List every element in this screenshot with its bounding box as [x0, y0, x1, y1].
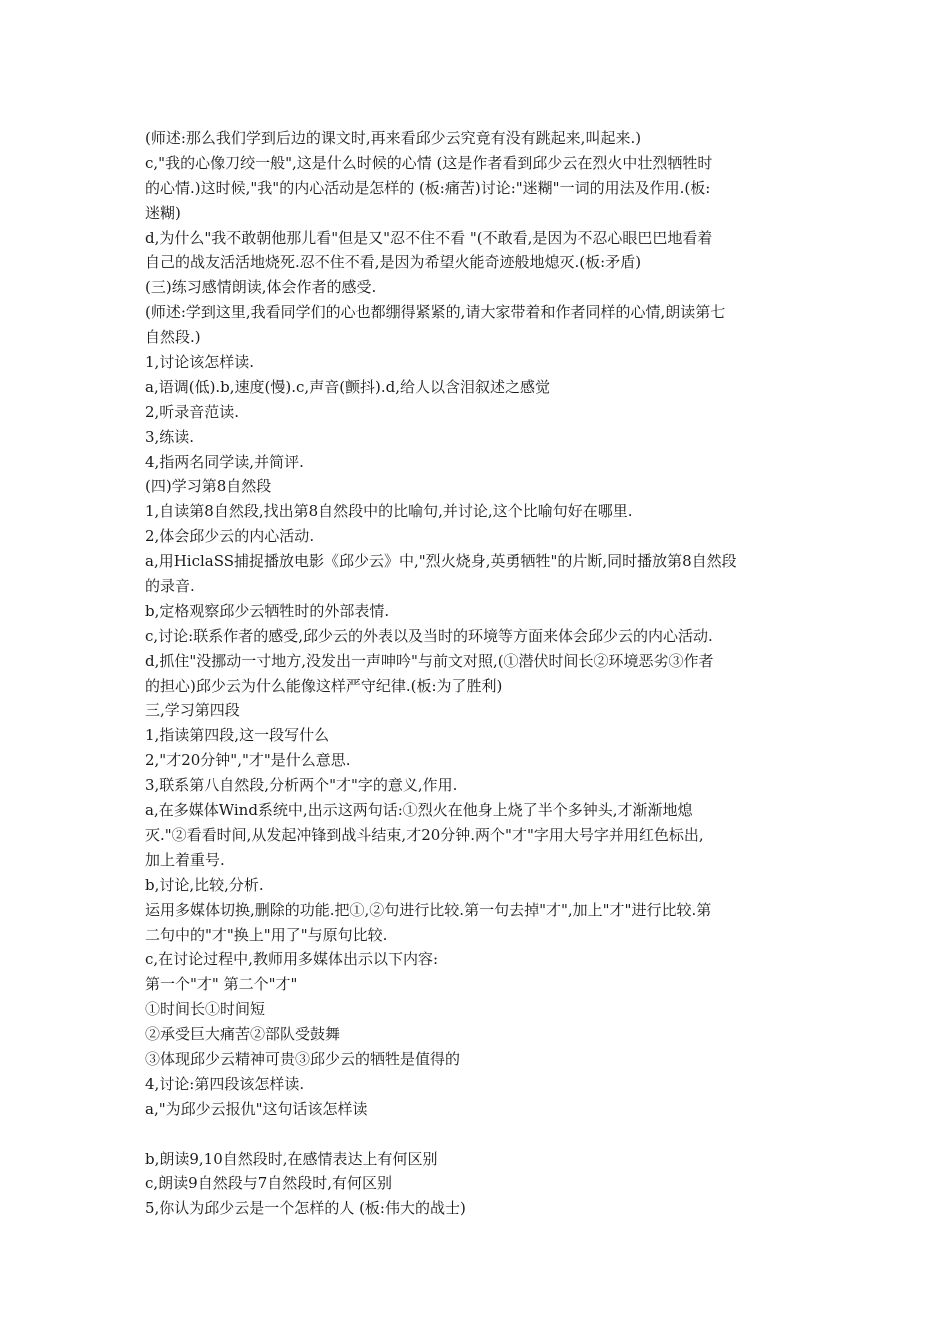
text-line: b,定格观察邱少云牺牲时的外部表情. — [145, 601, 390, 620]
text-line: ①时间长①时间短 — [145, 1000, 266, 1019]
text-line: 2,体会邱少云的内心活动. — [145, 527, 315, 546]
section-heading: (三)练习感情朗读,体会作者的感受. — [145, 278, 377, 297]
document-body — [145, 126, 825, 1221]
text-line: a,"为邱少云报仇"这句话该怎样读 — [145, 1099, 368, 1118]
text-line: 4,指两名同学读,并简评. — [145, 452, 304, 471]
text-line: 3,联系第八自然段,分析两个"才"字的意义,作用. — [145, 776, 458, 795]
text-line: 2,"才20分钟","才"是什么意思. — [145, 751, 351, 770]
text-line: b,朗读9,10自然段时,在感情表达上有何区别 — [145, 1149, 438, 1168]
text-line: 1,指读第四段,这一段写什么 — [145, 726, 330, 745]
text-line: 的录音. — [145, 577, 195, 596]
text-line: 2,听录音范读. — [145, 402, 240, 421]
text-line: 灭."②看看时间,从发起冲锋到战斗结束,才20分钟.两个"才"字用大号字并用红色标出, — [145, 825, 704, 844]
text-line: c,在讨论过程中,教师用多媒体出示以下内容: — [145, 950, 438, 969]
text-line: 的心情.)这时候,"我"的内心活动是怎样的 (板:痛苦)讨论:"迷糊"一词的用法及作用.(板: — [145, 178, 711, 197]
text-line: c,讨论:联系作者的感受,邱少云的外表以及当时的环境等方面来体会邱少云的内心活动. — [145, 626, 713, 645]
text-line: (师述:那么我们学到后边的课文时,再来看邱少云究竟有没有跳起来,叫起来.) — [145, 129, 642, 147]
text-line: c,朗读9自然段与7自然段时,有何区别 — [145, 1174, 393, 1193]
section-heading: (四)学习第8自然段 — [145, 477, 272, 496]
text-line: b,讨论,比较,分析. — [145, 875, 264, 894]
text-line: ②承受巨大痛苦②部队受鼓舞 — [145, 1025, 341, 1044]
text-line: 第一个"才" 第二个"才" — [145, 975, 298, 994]
text-line: c,"我的心像刀绞一般",这是什么时候的心情 (这是作者看到邱少云在烈火中壮烈牺牲时 — [145, 153, 713, 172]
text-line: d,为什么"我不敢朝他那儿看"但是又"忍不住不看 "(不敢看,是因为不忍心眼巴巴地看着 — [145, 228, 713, 247]
section-heading: 三,学习第四段 — [145, 701, 240, 720]
text-line: 自然段.) — [145, 328, 201, 347]
text-line: 5,你认为邱少云是一个怎样的人 (板:伟大的战士) — [145, 1199, 466, 1218]
text-line: 1,自读第8自然段,找出第8自然段中的比喻句,并讨论,这个比喻句好在哪里. — [145, 502, 633, 521]
text-line: (师述:学到这里,我看同学们的心也都绷得紧紧的,请大家带着和作者同样的心情,朗读第七 — [145, 303, 726, 322]
text-line: a,在多媒体Wind系统中,出示这两句话:①烈火在他身上烧了半个多钟头,才渐渐地熄 — [145, 801, 693, 820]
text-line: a,语调(低).b,速度(慢).c,声音(颤抖).d,给人以含泪叙述之感觉 — [145, 377, 551, 396]
text-line: 4,讨论:第四段该怎样读. — [145, 1074, 305, 1093]
text-line: d,抓住"没挪动一寸地方,没发出一声呻吟"与前文对照,(①潜伏时间长②环境恶劣③作者 — [145, 651, 714, 670]
text-line: 自己的战友活活地烧死.忍不住不看,是因为希望火能奇迹般地熄灭.(板:矛盾) — [145, 253, 642, 272]
text-line: 3,练读. — [145, 427, 195, 446]
text-line: ③体现邱少云精神可贵③邱少云的牺牲是值得的 — [145, 1049, 461, 1068]
text-line: 1,讨论该怎样读. — [145, 353, 255, 372]
text-line: 迷糊) — [145, 203, 181, 222]
text-line: a,用HiclaSS捕捉播放电影《邱少云》中,"烈火烧身,英勇牺牲"的片断,同时播放第8自然段 — [145, 552, 737, 571]
text-line: 二句中的"才"换上"用了"与原句比较. — [145, 925, 388, 944]
text-line: 加上着重号. — [145, 850, 225, 869]
text-line: 的担心)邱少云为什么能像这样严守纪律.(板:为了胜利) — [145, 676, 503, 695]
blank-line — [145, 1122, 825, 1147]
text-line: 运用多媒体切换,删除的功能.把①,②句进行比较.第一句去掉"才",加上"才"进行比较.第 — [145, 900, 712, 919]
